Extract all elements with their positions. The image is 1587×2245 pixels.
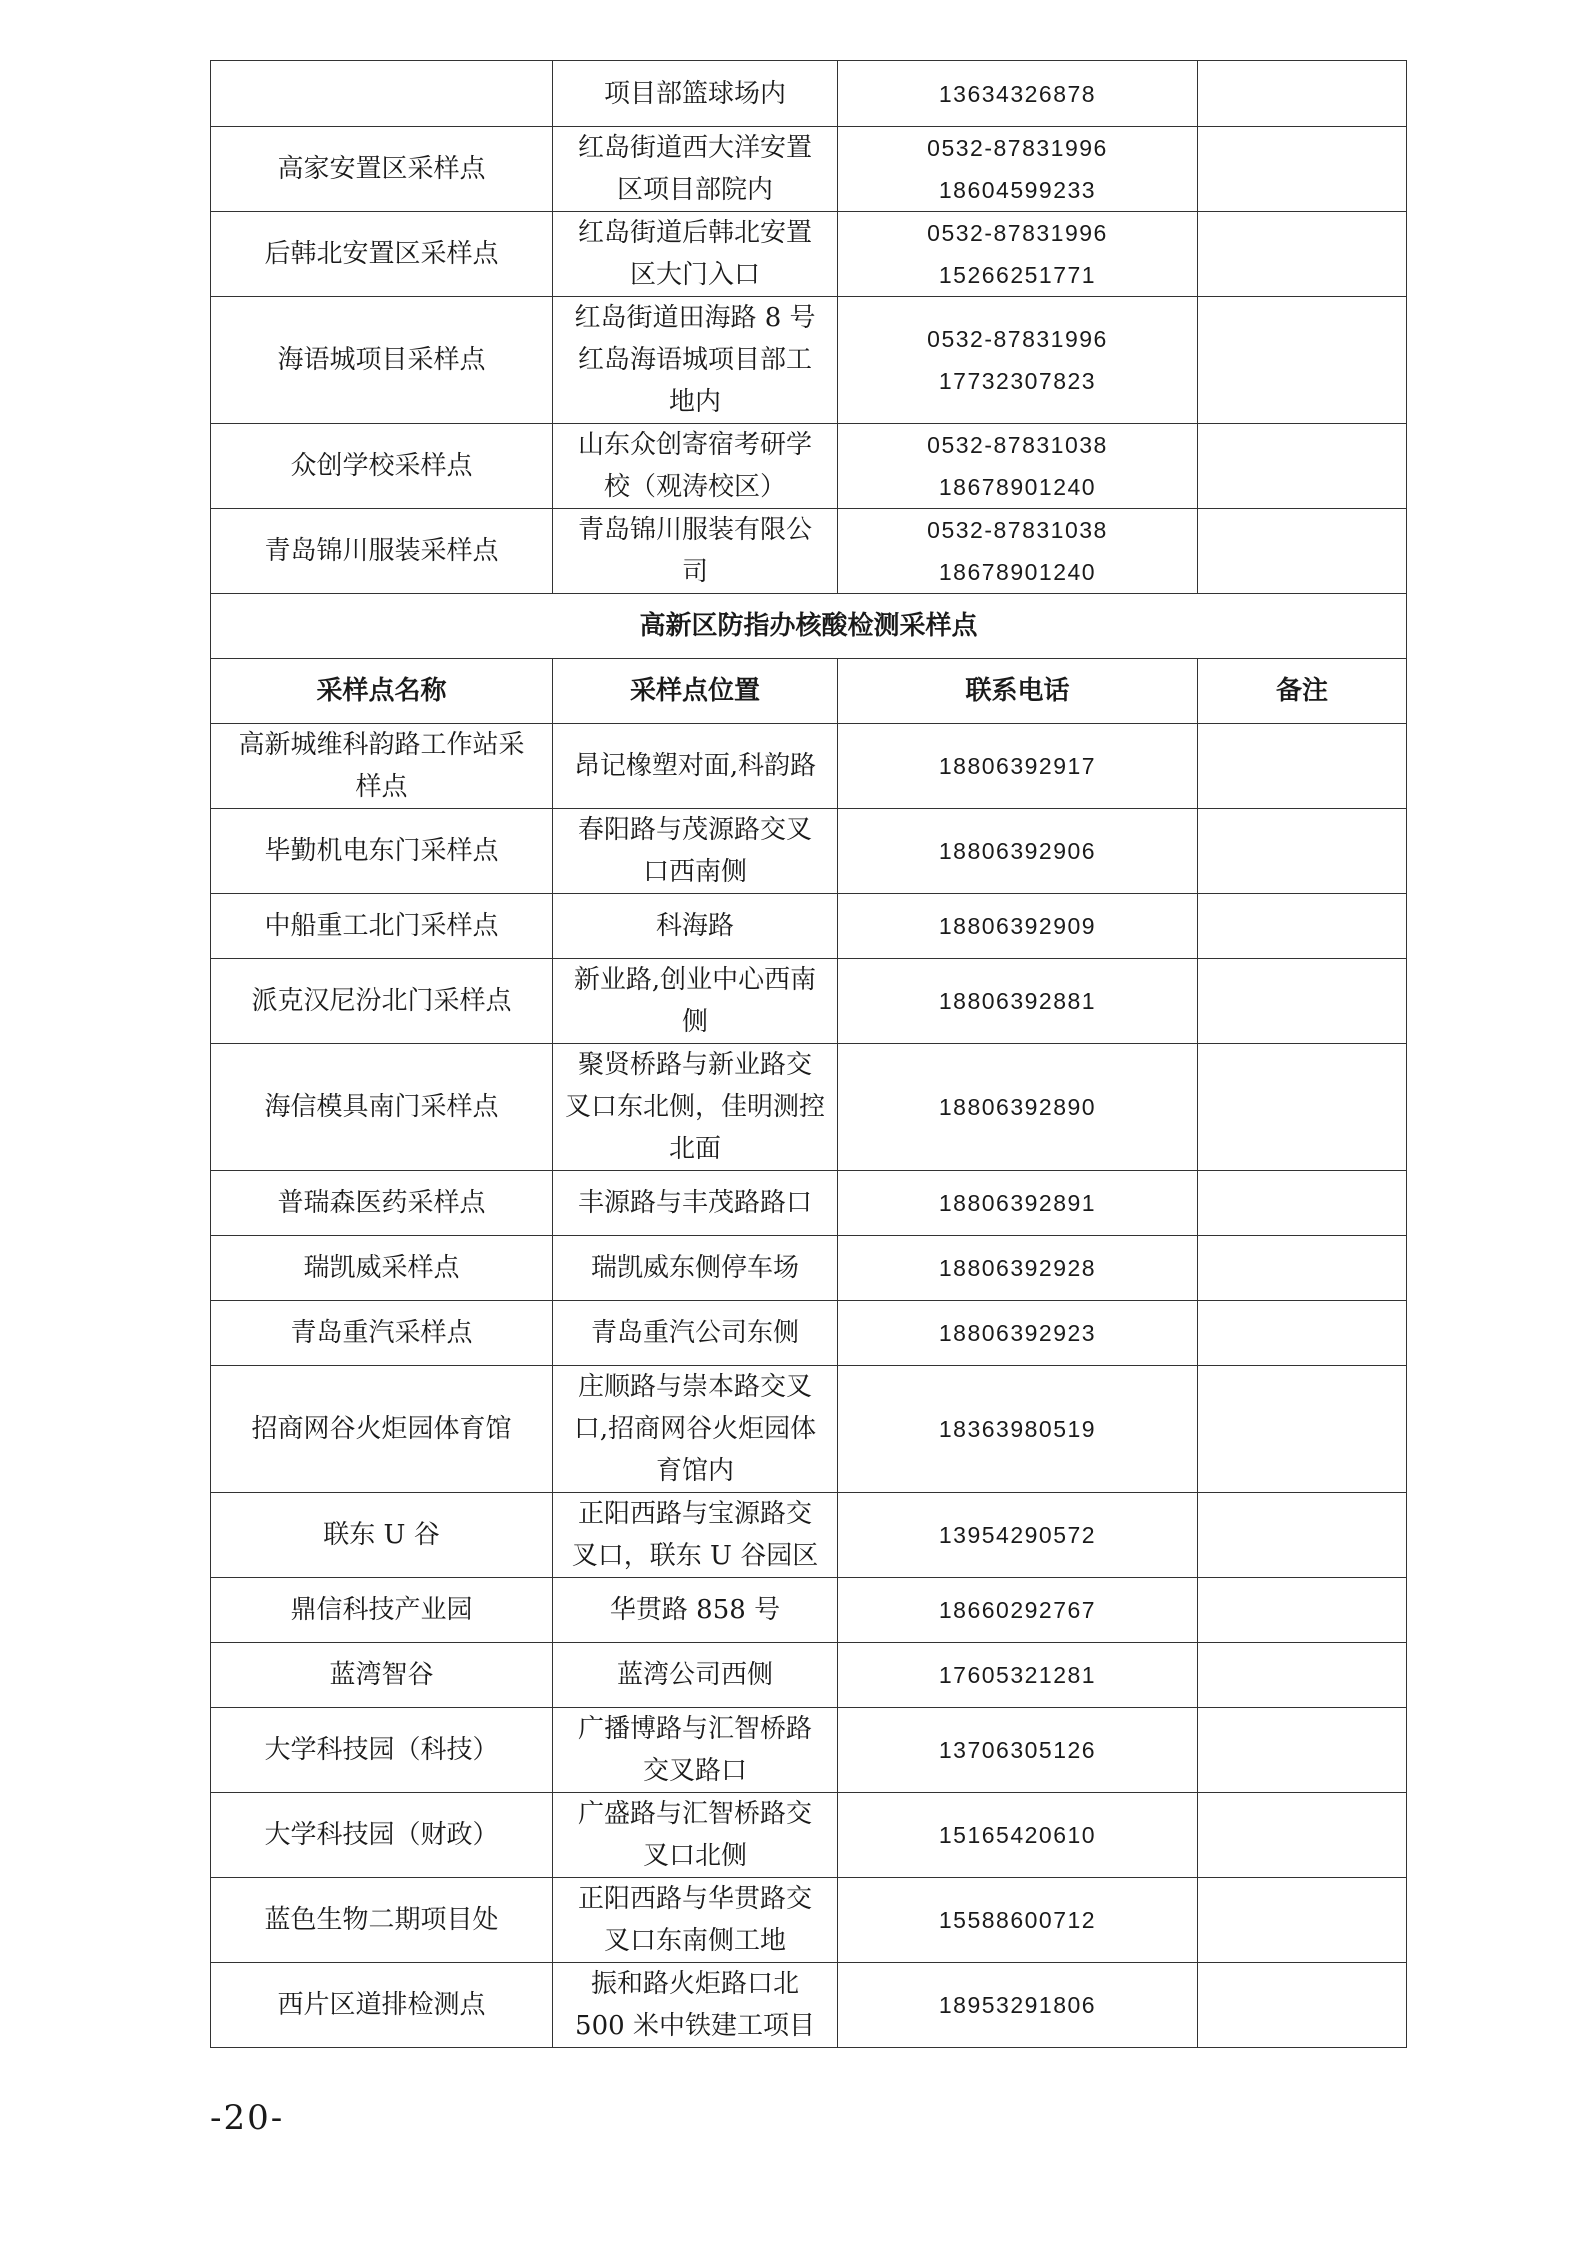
site-phone-cell xyxy=(838,424,1198,509)
page-number: -20- xyxy=(210,2098,285,2138)
cell-line: 红岛街道田海路 8 号 xyxy=(574,303,816,333)
cell-line: 高新城维科韵路工作站采 xyxy=(238,730,525,760)
site-location-cell xyxy=(553,424,838,509)
cell-line: 0532-87831996 xyxy=(927,326,1108,352)
site-phone-cell xyxy=(838,1578,1198,1643)
cell-line: 500 米中铁建工项目 xyxy=(575,2011,815,2041)
site-remark-cell xyxy=(1198,424,1407,509)
cell-line: 毕勤机电东门采样点 xyxy=(264,836,499,866)
site-name-cell xyxy=(211,1963,553,2048)
sampling-sites-table xyxy=(210,60,1407,2048)
cell-line: 校（观涛校区） xyxy=(603,472,786,502)
cell-line: 派克汉尼汾北门采样点 xyxy=(251,986,512,1016)
site-name-cell xyxy=(211,424,553,509)
table-row xyxy=(211,1044,1407,1171)
cell-line: 18806392909 xyxy=(938,913,1097,939)
cell-line: 司 xyxy=(681,557,708,587)
section-title: 高新区防指办核酸检测采样点 xyxy=(211,594,1407,659)
cell-line: 叉口北侧 xyxy=(642,1841,747,1871)
cell-line: 振和路火炬路口北 xyxy=(590,1969,799,1999)
site-name-cell xyxy=(211,509,553,594)
site-name-cell xyxy=(211,61,553,127)
cell-line: 大学科技园（财政） xyxy=(264,1820,499,1850)
cell-line: 春阳路与茂源路交叉 xyxy=(577,815,812,845)
site-remark-cell xyxy=(1198,1301,1407,1366)
site-location-cell xyxy=(553,1963,838,2048)
cell-line: 青岛锦川服装采样点 xyxy=(264,536,499,566)
site-phone-cell xyxy=(838,1301,1198,1366)
site-location-cell xyxy=(553,724,838,809)
site-name-cell xyxy=(211,1643,553,1708)
table-row xyxy=(211,297,1407,424)
cell-line: 17732307823 xyxy=(938,368,1097,394)
site-remark-cell xyxy=(1198,212,1407,297)
cell-line: 18806392928 xyxy=(938,1255,1097,1281)
cell-line: 18660292767 xyxy=(938,1597,1097,1623)
cell-line: 庄顺路与崇本路交叉 xyxy=(577,1372,812,1402)
site-phone-cell xyxy=(838,1236,1198,1301)
site-location-cell xyxy=(553,61,838,127)
site-phone-cell xyxy=(838,509,1198,594)
cell-line: 17605321281 xyxy=(938,1662,1097,1688)
site-name-cell xyxy=(211,1171,553,1236)
table-row xyxy=(211,1708,1407,1793)
cell-line: 18953291806 xyxy=(938,1992,1097,2018)
site-remark-cell xyxy=(1198,297,1407,424)
site-remark-cell xyxy=(1198,1878,1407,1963)
site-remark-cell xyxy=(1198,1643,1407,1708)
table-row xyxy=(211,1493,1407,1578)
cell-line: 口,招商网谷火炬园体 xyxy=(573,1414,817,1444)
table-row xyxy=(211,1301,1407,1366)
cell-line: 13954290572 xyxy=(938,1522,1097,1548)
site-remark-cell xyxy=(1198,1366,1407,1493)
cell-line: 海信模具南门采样点 xyxy=(264,1092,499,1122)
cell-line: 鼎信科技产业园 xyxy=(290,1595,473,1625)
site-location-cell xyxy=(553,1578,838,1643)
site-name-cell xyxy=(211,1578,553,1643)
table-row xyxy=(211,894,1407,959)
cell-line: 红岛街道后韩北安置 xyxy=(577,218,812,248)
site-phone-cell xyxy=(838,212,1198,297)
site-name-cell xyxy=(211,809,553,894)
site-name-cell xyxy=(211,1793,553,1878)
site-location-cell xyxy=(553,894,838,959)
cell-line: 招商网谷火炬园体育馆 xyxy=(251,1414,512,1444)
site-name-cell xyxy=(211,1301,553,1366)
cell-line: 昂记橡塑对面,科韵路 xyxy=(573,751,817,781)
table-row xyxy=(211,424,1407,509)
cell-line: 正阳西路与宝源路交 xyxy=(577,1499,812,1529)
site-location-cell xyxy=(553,809,838,894)
site-name-cell xyxy=(211,212,553,297)
site-location-cell xyxy=(553,127,838,212)
table-row xyxy=(211,1878,1407,1963)
cell-line: 高家安置区采样点 xyxy=(277,154,486,184)
cell-line: 北面 xyxy=(668,1134,721,1164)
site-location-cell xyxy=(553,1643,838,1708)
site-location-cell xyxy=(553,1044,838,1171)
cell-line: 蓝湾智谷 xyxy=(329,1660,434,1690)
table-row xyxy=(211,127,1407,212)
cell-line: 西片区道排检测点 xyxy=(277,1990,486,2020)
cell-line: 0532-87831038 xyxy=(927,517,1108,543)
header-name: 采样点名称 xyxy=(211,659,553,724)
cell-line: 后韩北安置区采样点 xyxy=(264,239,499,269)
cell-line: 地内 xyxy=(668,387,721,417)
site-phone-cell xyxy=(838,1793,1198,1878)
cell-line: 海语城项目采样点 xyxy=(277,345,486,375)
site-location-cell xyxy=(553,1301,838,1366)
site-phone-cell xyxy=(838,1171,1198,1236)
site-name-cell xyxy=(211,1366,553,1493)
cell-line: 15588600712 xyxy=(938,1907,1097,1933)
cell-line: 交叉路口 xyxy=(642,1756,747,1786)
table-row xyxy=(211,1236,1407,1301)
site-phone-cell xyxy=(838,1963,1198,2048)
cell-line: 普瑞森医药采样点 xyxy=(277,1188,486,1218)
cell-line: 15165420610 xyxy=(938,1822,1097,1848)
site-location-cell xyxy=(553,1793,838,1878)
cell-line: 18806392891 xyxy=(938,1190,1097,1216)
site-location-cell xyxy=(553,1366,838,1493)
site-phone-cell xyxy=(838,724,1198,809)
site-name-cell xyxy=(211,1044,553,1171)
site-name-cell xyxy=(211,959,553,1044)
site-phone-cell xyxy=(838,1044,1198,1171)
cell-line: 瑞凯威采样点 xyxy=(303,1253,460,1283)
site-phone-cell xyxy=(838,809,1198,894)
site-location-cell xyxy=(553,1878,838,1963)
site-remark-cell xyxy=(1198,1578,1407,1643)
cell-line: 区项目部院内 xyxy=(616,175,773,205)
site-remark-cell xyxy=(1198,1708,1407,1793)
cell-line: 丰源路与丰茂路路口 xyxy=(577,1188,812,1218)
cell-line: 叉口东北侧，佳明测控 xyxy=(564,1092,825,1122)
cell-line: 18806392917 xyxy=(938,753,1097,779)
site-phone-cell xyxy=(838,61,1198,127)
cell-line: 15266251771 xyxy=(938,262,1097,288)
section-header-body xyxy=(211,594,1407,724)
cell-line: 中船重工北门采样点 xyxy=(264,911,499,941)
site-phone-cell xyxy=(838,297,1198,424)
table-row xyxy=(211,1578,1407,1643)
cell-line: 18806392881 xyxy=(938,988,1097,1014)
site-phone-cell xyxy=(838,959,1198,1044)
site-remark-cell xyxy=(1198,509,1407,594)
site-name-cell xyxy=(211,1236,553,1301)
cell-line: 18604599233 xyxy=(938,177,1097,203)
cell-line: 大学科技园（科技） xyxy=(264,1735,499,1765)
cell-line: 样点 xyxy=(355,772,408,802)
table-row xyxy=(211,212,1407,297)
site-name-cell xyxy=(211,1878,553,1963)
cell-line: 红岛海语城项目部工 xyxy=(577,345,812,375)
header-remark: 备注 xyxy=(1198,659,1407,724)
bottom-rows-body xyxy=(211,724,1407,2048)
site-phone-cell xyxy=(838,127,1198,212)
site-location-cell xyxy=(553,1171,838,1236)
site-remark-cell xyxy=(1198,959,1407,1044)
site-name-cell xyxy=(211,1708,553,1793)
cell-line: 蓝湾公司西侧 xyxy=(616,1660,773,1690)
site-phone-cell xyxy=(838,1366,1198,1493)
cell-line: 叉口东南侧工地 xyxy=(603,1926,786,1956)
site-phone-cell xyxy=(838,1643,1198,1708)
cell-line: 口西南侧 xyxy=(642,857,747,887)
cell-line: 育馆内 xyxy=(655,1456,734,1486)
cell-line: 区大门入口 xyxy=(629,260,760,290)
cell-line: 广播博路与汇智桥路 xyxy=(577,1714,812,1744)
site-phone-cell xyxy=(838,1878,1198,1963)
cell-line: 青岛重汽采样点 xyxy=(290,1318,473,1348)
cell-line: 蓝色生物二期项目处 xyxy=(264,1905,499,1935)
section-title-row xyxy=(211,594,1407,659)
site-remark-cell xyxy=(1198,809,1407,894)
site-name-cell xyxy=(211,894,553,959)
site-name-cell xyxy=(211,297,553,424)
site-phone-cell xyxy=(838,894,1198,959)
site-location-cell xyxy=(553,959,838,1044)
site-phone-cell xyxy=(838,1493,1198,1578)
table-row xyxy=(211,61,1407,127)
cell-line: 0532-87831996 xyxy=(927,220,1108,246)
site-location-cell xyxy=(553,509,838,594)
cell-line: 13634326878 xyxy=(938,80,1097,107)
cell-line: 瑞凯威东侧停车场 xyxy=(590,1253,799,1283)
site-name-cell xyxy=(211,1493,553,1578)
table-row xyxy=(211,1793,1407,1878)
site-remark-cell xyxy=(1198,894,1407,959)
table-row xyxy=(211,809,1407,894)
cell-line: 青岛锦川服装有限公 xyxy=(577,515,812,545)
site-location-cell xyxy=(553,212,838,297)
site-location-cell xyxy=(553,297,838,424)
cell-line: 众创学校采样点 xyxy=(290,451,473,481)
site-name-cell xyxy=(211,724,553,809)
table-row xyxy=(211,509,1407,594)
site-phone-cell xyxy=(838,1708,1198,1793)
site-remark-cell xyxy=(1198,1493,1407,1578)
cell-line: 华贯路 858 号 xyxy=(609,1595,781,1625)
cell-line: 联东 U 谷 xyxy=(323,1520,440,1550)
site-location-cell xyxy=(553,1493,838,1578)
site-remark-cell xyxy=(1198,1171,1407,1236)
cell-line: 叉口，联东 U 谷园区 xyxy=(571,1541,819,1571)
cell-line: 广盛路与汇智桥路交 xyxy=(577,1799,812,1829)
site-remark-cell xyxy=(1198,127,1407,212)
cell-line: 18806392890 xyxy=(938,1094,1097,1120)
table-row xyxy=(211,1963,1407,2048)
cell-line: 18678901240 xyxy=(938,559,1097,585)
site-remark-cell xyxy=(1198,61,1407,127)
site-remark-cell xyxy=(1198,724,1407,809)
site-remark-cell xyxy=(1198,1236,1407,1301)
table-row xyxy=(211,724,1407,809)
site-location-cell xyxy=(553,1236,838,1301)
header-location: 采样点位置 xyxy=(553,659,838,724)
cell-line: 山东众创寄宿考研学 xyxy=(577,430,812,460)
cell-line: 18678901240 xyxy=(938,474,1097,500)
header-phone: 联系电话 xyxy=(838,659,1198,724)
cell-line: 13706305126 xyxy=(938,1737,1097,1763)
cell-line: 18363980519 xyxy=(938,1416,1097,1442)
cell-line: 青岛重汽公司东侧 xyxy=(590,1318,799,1348)
cell-line: 0532-87831038 xyxy=(927,432,1108,458)
cell-line: 红岛街道西大洋安置 xyxy=(577,133,812,163)
table-row xyxy=(211,1366,1407,1493)
table-row xyxy=(211,959,1407,1044)
column-header-row xyxy=(211,659,1407,724)
cell-line: 0532-87831996 xyxy=(927,135,1108,161)
top-rows-body xyxy=(211,61,1407,594)
sampling-sites-document xyxy=(210,60,1406,2048)
cell-line: 新业路,创业中心西南 xyxy=(573,965,817,995)
table-row xyxy=(211,1643,1407,1708)
site-remark-cell xyxy=(1198,1044,1407,1171)
site-remark-cell xyxy=(1198,1793,1407,1878)
cell-line: 聚贤桥路与新业路交 xyxy=(577,1050,812,1080)
cell-line: 侧 xyxy=(681,1007,708,1037)
cell-line: 科海路 xyxy=(655,911,734,941)
site-name-cell xyxy=(211,127,553,212)
table-row xyxy=(211,1171,1407,1236)
cell-line: 18806392906 xyxy=(938,838,1097,864)
site-location-cell xyxy=(553,1708,838,1793)
cell-line: 18806392923 xyxy=(938,1320,1097,1346)
cell-line: 项目部篮球场内 xyxy=(603,78,786,109)
cell-line: 正阳西路与华贯路交 xyxy=(577,1884,812,1914)
site-remark-cell xyxy=(1198,1963,1407,2048)
